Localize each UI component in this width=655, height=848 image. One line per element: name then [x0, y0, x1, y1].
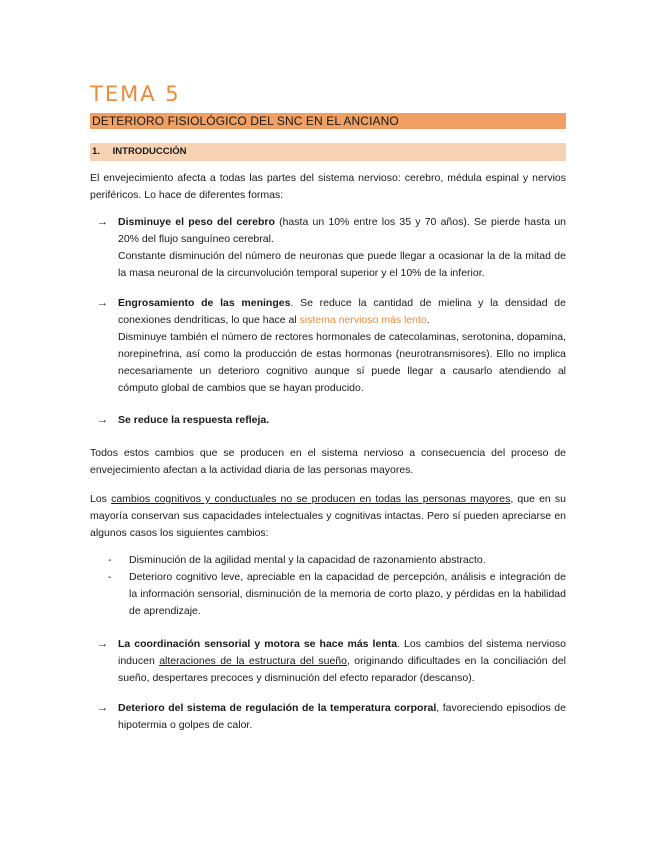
dash-mark: -	[108, 554, 112, 566]
list-item-body	[118, 700, 566, 734]
list-item-body	[118, 214, 566, 282]
dash-mark: -	[108, 571, 112, 583]
section-title: INTRODUCCIÓN	[112, 146, 187, 157]
paragraph-text: , que en su mayoría conservan sus capacidades intelectuales y cognitivas intactas. Pero sí pueden apreciarse en algunos casos los siguientes cambios:	[90, 493, 566, 539]
list-item	[97, 700, 566, 734]
item-text: Constante disminución del número de neuronas que puede llegar a ocasionar la de la mitad de la masa neuronal de la circunvolución temporal superior y el 10% de la inferior.	[118, 250, 566, 279]
section-number: 1.	[92, 146, 100, 157]
list-item	[97, 295, 566, 397]
topic-title: TEMA 5	[90, 82, 181, 106]
dash-item	[108, 552, 566, 569]
item-text: .	[426, 314, 430, 326]
item-text: Disminuye también el número de rectores hormonales de catecolaminas, serotonina, dopamina, norepinefrina, así como la producción de estas hormonas (neurotransmisores). Ello no implica necesariamente un deterioro cognitivo aunque sí puede llegar a causarlo atendiendo al cómputo global de cambios que se hayan producido.	[118, 331, 566, 394]
subtitle: DETERIORO FISIOLÓGICO DEL SNC EN EL ANCIANO	[92, 114, 399, 128]
dash-item-body: Deterioro cognitivo leve, apreciable en la capacidad de percepción, análisis e integración de la información sensorial, disminución de la memoria de corto plazo, y pérdidas en la habilidad de aprendizaje.	[129, 571, 566, 617]
item-text: , originando dificultades en la conciliación del sueño, despertares precoces y disminución del efecto reparador (descanso).	[118, 655, 566, 684]
section-heading	[92, 146, 187, 157]
paragraph: Todos estos cambios que se producen en el sistema nervioso a consecuencia del proceso de envejecimiento afectan a la actividad diaria de las personas mayores.	[90, 447, 566, 476]
list-item	[97, 214, 566, 282]
list-item-body	[118, 295, 566, 397]
item-bold: La coordinación sensorial y motora se hace más lenta	[118, 638, 398, 650]
underlined-text: alteraciones de la estructura del sueño	[159, 655, 347, 667]
underlined-text: cambios cognitivos y conductuales no se producen en todas las personas mayores	[111, 493, 511, 505]
item-text: . Los cambios del sistema nervioso inducen	[118, 638, 566, 667]
list-item	[97, 412, 566, 429]
dash-item	[108, 569, 566, 620]
list-item-body	[118, 412, 566, 429]
arrow-icon: →	[97, 638, 108, 650]
item-bold: Deterioro del sistema de regulación de la temperatura corporal	[118, 702, 437, 714]
arrow-icon: →	[97, 216, 108, 228]
list-item-body	[118, 636, 566, 687]
item-text: , favoreciendo episodios de hipotermia o golpes de calor.	[118, 702, 566, 731]
arrow-icon: →	[97, 702, 108, 714]
highlight-text: sistema nervioso más lento	[299, 314, 427, 326]
dash-item-body: Disminución de la agilidad mental y la capacidad de razonamiento abstracto.	[129, 554, 486, 566]
item-bold: Engrosamiento de las meninges	[118, 297, 291, 309]
arrow-icon: →	[97, 414, 108, 426]
item-bold: Se reduce la respuesta refleja.	[118, 414, 270, 426]
paragraph	[90, 491, 566, 542]
item-bold: Disminuye el peso del cerebro	[118, 216, 275, 228]
arrow-icon: →	[97, 297, 108, 309]
list-item	[97, 636, 566, 687]
item-text: . Se reduce la cantidad de mielina y la densidad de conexiones dendríticas, lo que hace al	[118, 297, 566, 326]
intro-paragraph: El envejecimiento afecta a todas las partes del sistema nervioso: cerebro, médula espinal y nervios periféricos. Lo hace de diferentes formas:	[90, 172, 566, 201]
item-text: (hasta un 10% entre los 35 y 70 años). Se pierde hasta un 20% del flujo sanguíneo cerebral.	[118, 216, 566, 245]
paragraph-text: Los	[90, 493, 112, 505]
